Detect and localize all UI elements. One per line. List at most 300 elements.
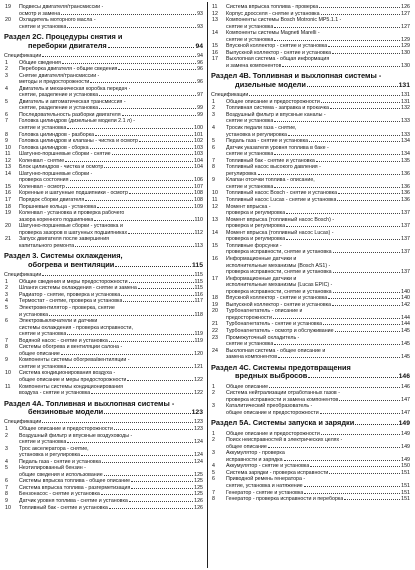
entry-title: исполнительные механизмы (Lucas EPIC) - bbox=[226, 282, 333, 289]
dot-leader bbox=[95, 135, 193, 136]
entry-title: Топливный насос высокого давления - bbox=[226, 164, 321, 171]
entry-title: Головка цилиндров - сборка bbox=[19, 144, 89, 151]
entry-page-number: 109 bbox=[194, 203, 203, 210]
toc-entry-continuation bbox=[4, 243, 204, 250]
entry-title: Поршневые кольца - установка bbox=[19, 203, 97, 210]
section-subtitle: вредных выбросов bbox=[235, 372, 308, 381]
dot-leader bbox=[42, 56, 196, 57]
entry-title: Коленвал - осмотр bbox=[19, 183, 65, 190]
entry-title: Трос акселератора - снятие, bbox=[19, 445, 89, 452]
entry-title: Информационные датчики и bbox=[226, 255, 297, 262]
dot-leader bbox=[42, 422, 193, 423]
entry-page-number: 131 bbox=[401, 98, 410, 105]
entry-title: Головка цилиндров - разборка bbox=[19, 131, 95, 138]
section-page-number: 131 bbox=[398, 81, 410, 89]
entry-page-number: 122 bbox=[194, 376, 203, 383]
entry-number: 21 bbox=[212, 321, 218, 328]
toc-entry-continuation bbox=[211, 354, 411, 361]
entry-page-number: 137 bbox=[401, 223, 410, 230]
dot-leader bbox=[337, 200, 400, 201]
entry-page-number: 146 bbox=[401, 383, 410, 390]
entry-page-number: 151 bbox=[401, 469, 410, 476]
entry-number: 7 bbox=[5, 337, 8, 344]
entry-number: 1 bbox=[212, 430, 215, 437]
dot-leader bbox=[81, 455, 193, 456]
entry-title: Аккумулятор - снятие и установка bbox=[226, 463, 310, 470]
section-subtitle: переборки двигателя bbox=[28, 41, 107, 50]
section-title: Раздел 4С. Системы предотвращения bbox=[211, 363, 351, 372]
entry-title: Компоненты системы Magneti Marelli - bbox=[226, 30, 320, 37]
entry-title: исправности и зарядка bbox=[226, 456, 283, 463]
entry-title: Шатунно-поршневые сборки - снятие bbox=[19, 151, 111, 158]
dot-leader bbox=[99, 108, 196, 109]
entry-title: снятие, разделение и установка bbox=[19, 105, 99, 112]
entry-number: 19 bbox=[5, 4, 11, 10]
dot-leader bbox=[333, 292, 401, 293]
entry-number: 19 bbox=[212, 301, 218, 308]
entry-title: Выхлопная система - общее описание и bbox=[226, 347, 326, 354]
section-page-number: 94 bbox=[195, 42, 203, 50]
entry-number: 21 bbox=[5, 236, 11, 243]
dot-leader bbox=[268, 447, 400, 448]
dot-leader bbox=[304, 486, 401, 487]
dot-leader bbox=[97, 207, 193, 208]
entry-title: Педаль газа - снятие и установка bbox=[19, 458, 102, 465]
dot-leader bbox=[330, 108, 400, 109]
toc-column-right bbox=[211, 4, 411, 503]
dot-leader bbox=[333, 272, 401, 273]
entry-page-number: 135 bbox=[401, 157, 410, 164]
entry-title: снятие и установка bbox=[19, 125, 67, 132]
entry-number: 2 bbox=[212, 390, 215, 397]
entry-page-number: 147 bbox=[401, 409, 410, 416]
entry-number: 9 bbox=[5, 138, 8, 145]
section-heading-line bbox=[4, 33, 204, 41]
entry-number: 16 bbox=[212, 49, 218, 56]
dot-leader bbox=[309, 141, 400, 142]
entry-title: Электровентилятор - проверка, снятие bbox=[19, 304, 115, 311]
entry-title: общее описание и меры предосторожности bbox=[19, 376, 127, 383]
dot-leader bbox=[286, 239, 400, 240]
entry-title: Каталитический преобразователь - bbox=[226, 403, 313, 410]
entry-page-number: 149 bbox=[401, 430, 410, 437]
entry-page-number: 125 bbox=[194, 484, 203, 491]
dot-leader bbox=[286, 226, 400, 227]
entry-page-number: 137 bbox=[401, 236, 410, 243]
entry-number: 1 bbox=[212, 98, 215, 105]
dot-leader bbox=[67, 442, 193, 443]
dot-leader bbox=[323, 324, 400, 325]
entry-title: осмотр и замена bbox=[19, 10, 61, 17]
entry-number: 3 bbox=[212, 111, 215, 118]
dot-leader bbox=[319, 7, 400, 8]
entry-title: Охладитель моторного масла - bbox=[19, 17, 96, 24]
entry-page-number: 108 bbox=[194, 190, 203, 197]
entry-title: снятие, разделение и установка bbox=[19, 92, 99, 99]
entry-number: 18 bbox=[5, 203, 11, 210]
section-heading-line bbox=[211, 72, 411, 80]
entry-number: 6 bbox=[5, 478, 8, 485]
entry-page-number: 151 bbox=[401, 489, 410, 496]
entry-title: Система впрыска топлива - проверка bbox=[226, 4, 319, 10]
toc-column-left bbox=[4, 4, 204, 511]
entry-page-number: 120 bbox=[194, 350, 203, 357]
entry-number: 8 bbox=[212, 164, 215, 171]
entry-title: Бензонасос - снятие и установка bbox=[19, 491, 100, 498]
entry-title: Системы обогрева и вентиляции салона - bbox=[19, 344, 123, 351]
toc-entry-continuation bbox=[211, 410, 411, 417]
dot-leader bbox=[67, 334, 193, 335]
dot-leader bbox=[122, 115, 197, 116]
entry-page-number: 127 bbox=[401, 10, 410, 17]
entry-title: проверка зазоров в шатунных подшипниках bbox=[19, 229, 128, 236]
section-heading bbox=[4, 252, 204, 270]
section-subtitle: бензиновые модели bbox=[28, 408, 104, 417]
entry-page-number: 124 bbox=[194, 458, 203, 465]
toc-entry-continuation bbox=[211, 63, 411, 70]
entry-page-number: 121 bbox=[194, 363, 203, 370]
entry-title: Последовательность разборки двигателя bbox=[19, 111, 121, 118]
entry-page-number: 115 bbox=[194, 285, 203, 292]
entry-title: снятие и установка bbox=[226, 23, 274, 30]
entry-page-number: 103 bbox=[194, 151, 203, 158]
section-subtitle: обогрева и вентиляции bbox=[28, 260, 115, 269]
section-heading-line bbox=[211, 364, 411, 372]
dot-leader bbox=[90, 82, 196, 83]
entry-title: Компоненты системы кондиционирования bbox=[19, 383, 123, 390]
entry-number: 1 bbox=[5, 278, 8, 285]
entry-page-number: 118 bbox=[194, 311, 203, 318]
entry-page-number: 137 bbox=[401, 210, 410, 217]
entry-number: 5 bbox=[212, 138, 215, 145]
entry-page-number: 144 bbox=[401, 314, 410, 321]
dot-leader bbox=[273, 318, 400, 319]
dot-leader bbox=[274, 121, 400, 122]
entry-title: Генератор - проверка исправности и переборка bbox=[226, 496, 344, 503]
entry-number: 8 bbox=[212, 496, 215, 503]
entry-title: Общее описание и предосторожности bbox=[226, 430, 320, 437]
entry-page-number: 150 bbox=[401, 463, 410, 470]
dot-leader bbox=[75, 246, 193, 247]
entry-number: 2 bbox=[5, 285, 8, 292]
dot-leader bbox=[274, 40, 400, 41]
entry-title: проверка исправности, снятие и установка bbox=[226, 288, 332, 295]
entry-number: 3 bbox=[5, 72, 8, 79]
section-heading bbox=[4, 33, 204, 51]
entry-number: 10 bbox=[5, 370, 11, 377]
dot-leader bbox=[316, 161, 400, 162]
entry-number: 20 bbox=[5, 17, 11, 24]
entry-number: 5 bbox=[5, 465, 8, 472]
section-heading-line bbox=[4, 400, 204, 408]
dot-leader bbox=[91, 393, 193, 394]
entry-page-number: 125 bbox=[194, 478, 203, 485]
entry-page-number: 130 bbox=[401, 62, 410, 69]
entry-page-number: 136 bbox=[401, 170, 410, 177]
entry-number: 2 bbox=[5, 66, 8, 73]
dot-leader bbox=[131, 481, 193, 482]
entry-page-number: 140 bbox=[401, 288, 410, 295]
entry-title: Коленвал - снятие bbox=[19, 157, 65, 164]
entry-title: исполнительные механизмы (Bosch AS1) - bbox=[226, 262, 331, 269]
entry-title: Впускной коллектор - снятие и установка bbox=[226, 295, 328, 302]
entry-title: Впускной коллектор - снятие и установка bbox=[226, 43, 328, 50]
entry-page-number: 140 bbox=[401, 295, 410, 302]
section-page-number: 115 bbox=[192, 261, 203, 269]
entry-title: снятие и установка bbox=[226, 118, 274, 125]
entry-page-number: 126 bbox=[194, 504, 203, 511]
entry-title: замена компонентов bbox=[226, 354, 278, 361]
entry-title: общее описание bbox=[19, 350, 60, 357]
entry-number: 14 bbox=[212, 30, 218, 37]
dot-leader bbox=[104, 475, 194, 476]
section-heading-line bbox=[4, 252, 204, 260]
section-heading-line bbox=[211, 372, 411, 381]
entry-page-number: 123 bbox=[194, 419, 203, 426]
entry-title: Электровыключатели и датчики bbox=[19, 318, 98, 325]
section-page-number: 149 bbox=[398, 420, 410, 428]
entry-number: 6 bbox=[5, 111, 8, 118]
entry-title: Датчик уровня топлива - снятие и установка bbox=[19, 497, 128, 504]
entry-title: Топливная система - заправка и прокачка bbox=[226, 105, 329, 112]
entry-page-number: 117 bbox=[194, 298, 203, 305]
entry-page-number: 137 bbox=[401, 269, 410, 276]
entry-number: 10 bbox=[5, 144, 11, 151]
dot-leader bbox=[333, 252, 401, 253]
entry-page-number: 96 bbox=[197, 59, 203, 66]
entry-number: 18 bbox=[212, 295, 218, 302]
entry-number: 13 bbox=[212, 17, 218, 24]
entry-page-number: 104 bbox=[194, 164, 203, 171]
entry-page-number: 151 bbox=[401, 496, 410, 503]
entry-title: Системы впрыска топлива - общее описание bbox=[19, 478, 131, 485]
entry-title: Воздушный фильтр и впускные воздуховоды - bbox=[19, 432, 133, 439]
dot-leader bbox=[129, 193, 193, 194]
entry-number: 9 bbox=[212, 177, 215, 184]
section-page-number: 146 bbox=[398, 373, 410, 381]
entry-number: 15 bbox=[212, 43, 218, 50]
entry-number: 19 bbox=[5, 210, 11, 217]
entry-number: 4 bbox=[212, 125, 215, 132]
entry-title: снятие и установка bbox=[19, 439, 67, 446]
entry-title: Головка цилиндров (дизельные модели 2.1 л) - bbox=[19, 118, 136, 125]
entry-page-number: 106 bbox=[194, 177, 203, 184]
dot-leader bbox=[118, 69, 196, 70]
entry-number: 14 bbox=[212, 229, 218, 236]
entry-number: 12 bbox=[212, 203, 218, 210]
entry-page-number: 99 bbox=[197, 111, 203, 118]
entry-title: проверка и регулировка bbox=[226, 236, 286, 243]
entry-page-number: 115 bbox=[194, 278, 203, 285]
entry-number: 9 bbox=[5, 357, 8, 364]
entry-number: 3 bbox=[5, 291, 8, 298]
entry-title: проверка и регулировка bbox=[226, 223, 286, 230]
entry-page-number: 124 bbox=[194, 452, 203, 459]
entry-number: 4 bbox=[5, 458, 8, 465]
entry-page-number: 119 bbox=[194, 331, 203, 338]
entry-title: Подвесы двигателя/трансмиссии - bbox=[19, 4, 104, 10]
dot-leader bbox=[274, 187, 400, 188]
section-title: Раздел 2С. Процедуры снятия и bbox=[4, 33, 123, 42]
entry-number: 14 bbox=[5, 170, 11, 177]
dot-leader bbox=[332, 53, 400, 54]
dot-leader bbox=[109, 508, 193, 509]
entry-title: снятие и установка bbox=[226, 183, 274, 190]
entry-title: Неэтилированный бензин - bbox=[19, 465, 86, 472]
dot-leader bbox=[304, 493, 400, 494]
entry-number: 7 bbox=[5, 118, 8, 125]
entry-title: Система кондиционирования воздуха - bbox=[19, 370, 116, 377]
entry-page-number: 96 bbox=[197, 66, 203, 73]
entry-title: Генератор - снятие и установка bbox=[226, 489, 304, 496]
dot-leader bbox=[284, 460, 401, 461]
entry-title: Двигатель и автоматическая трансмиссия - bbox=[19, 98, 126, 105]
dot-leader bbox=[269, 387, 400, 388]
entry-title: Коренные и шатунные подшипники - осмотр bbox=[19, 190, 128, 197]
entry-number: 3 bbox=[212, 403, 215, 410]
entry-page-number: 136 bbox=[401, 190, 410, 197]
entry-title: Головка цилиндров и клапаны - чистка и осмотр bbox=[19, 138, 138, 145]
section-heading bbox=[211, 72, 411, 90]
dot-leader bbox=[307, 86, 398, 87]
dot-leader bbox=[328, 298, 400, 299]
dot-leader bbox=[121, 295, 193, 296]
entry-title: Турбонагнетатель - снятие и установка bbox=[226, 321, 323, 328]
entry-title: методы и предосторожности bbox=[19, 79, 90, 86]
dot-leader bbox=[102, 462, 193, 463]
entry-title: общее описание bbox=[226, 443, 267, 450]
entry-number: 6 bbox=[5, 318, 8, 325]
entry-number: 5 bbox=[5, 304, 8, 311]
section-heading-line bbox=[4, 408, 204, 417]
entry-number: 13 bbox=[212, 216, 218, 223]
entry-title: капитального ремонта bbox=[19, 242, 75, 249]
section-heading-line bbox=[211, 81, 411, 90]
section-heading bbox=[211, 419, 411, 428]
entry-page-number: 115 bbox=[194, 272, 203, 279]
entry-page-number: 130 bbox=[401, 49, 410, 56]
entry-number: 2 bbox=[212, 105, 215, 112]
entry-number: 20 bbox=[5, 223, 11, 230]
dot-leader bbox=[99, 95, 196, 96]
entry-title: Система нейтрализации отработанных газов - bbox=[226, 390, 340, 397]
dot-leader bbox=[112, 154, 194, 155]
entry-number: 6 bbox=[212, 476, 215, 483]
entry-page-number: 99 bbox=[197, 105, 203, 112]
dot-leader bbox=[109, 341, 194, 342]
entry-number: 17 bbox=[5, 197, 11, 204]
entry-number: 15 bbox=[5, 183, 11, 190]
dot-leader bbox=[355, 424, 397, 425]
entry-title: проверка исправности, снятие и установка bbox=[226, 249, 332, 256]
entry-title: Радиатор - снятие, проверка и установка bbox=[19, 291, 121, 298]
entry-title: общие сведения и использование bbox=[19, 471, 103, 478]
entry-page-number: 129 bbox=[401, 36, 410, 43]
entry-title: Спецификации bbox=[211, 92, 249, 99]
entry-title: Блок цилиндров - чистка и осмотр bbox=[19, 164, 104, 171]
entry-page-number: 125 bbox=[194, 471, 203, 478]
entry-title: и замена компонентов bbox=[226, 62, 282, 69]
dot-leader bbox=[104, 413, 190, 414]
entry-page-number: 107 bbox=[194, 183, 203, 190]
entry-page-number: 93 bbox=[197, 10, 203, 17]
toc-entry bbox=[211, 496, 411, 503]
entry-title: Топливный бак - снятие и установка bbox=[19, 504, 108, 511]
dot-leader bbox=[139, 141, 193, 142]
dot-leader bbox=[286, 213, 400, 214]
dot-leader bbox=[288, 135, 400, 136]
entry-title: Компоненты системы Bosch Motronic MP5.1.1 - bbox=[226, 17, 342, 24]
entry-page-number: 116 bbox=[194, 291, 203, 298]
entry-title: Водяной насос - снятие и установка bbox=[19, 337, 108, 344]
dot-leader bbox=[338, 193, 400, 194]
toc-entry-continuation bbox=[4, 24, 204, 31]
entry-title: проверка состояния bbox=[19, 177, 69, 184]
entry-title: снятие и установка bbox=[226, 341, 274, 348]
entry-page-number: 134 bbox=[401, 138, 410, 145]
entry-title: проверка исправности, снятие и установка bbox=[226, 269, 332, 276]
entry-number: 2 bbox=[5, 432, 8, 439]
dot-leader bbox=[61, 354, 193, 355]
dot-leader bbox=[104, 167, 193, 168]
entry-page-number: 151 bbox=[401, 483, 410, 490]
dot-leader bbox=[274, 344, 400, 345]
entry-number: 13 bbox=[5, 164, 11, 171]
section-heading-line bbox=[211, 419, 411, 428]
entry-title: Промежуточный охладитель - bbox=[226, 334, 300, 341]
entry-page-number: 125 bbox=[194, 491, 203, 498]
entry-page-number: 129 bbox=[401, 43, 410, 50]
dot-leader bbox=[67, 128, 193, 129]
entry-page-number: 110 bbox=[194, 216, 203, 223]
section-title: Раздел 5А. Системы запуска и зарядки bbox=[211, 419, 355, 428]
entry-page-number: 122 bbox=[194, 390, 203, 397]
entry-page-number: 132 bbox=[401, 105, 410, 112]
dot-leader bbox=[123, 301, 193, 302]
dot-leader bbox=[344, 499, 400, 500]
entry-number: 24 bbox=[212, 347, 218, 354]
entry-number: 20 bbox=[212, 308, 218, 315]
entry-title: Общие сведения и меры предосторожности bbox=[19, 278, 128, 285]
entry-title: Шатунно-поршневые сборки - bbox=[19, 170, 93, 177]
entry-page-number: 123 bbox=[194, 425, 203, 432]
entry-number: 16 bbox=[212, 255, 218, 262]
entry-number: 5 bbox=[5, 98, 8, 105]
entry-title: проверка исправности и замена компонентов bbox=[226, 396, 339, 403]
entry-number: 4 bbox=[5, 298, 8, 305]
entry-title: Воздушный фильтр и впускные каналы - bbox=[226, 111, 326, 118]
dot-leader bbox=[114, 429, 193, 430]
dot-leader bbox=[129, 501, 193, 502]
entry-title: Коленвал - установка и проверка рабочего bbox=[19, 210, 125, 217]
entry-page-number: 133 bbox=[401, 131, 410, 138]
dot-leader bbox=[249, 95, 400, 96]
section-heading bbox=[4, 400, 204, 418]
entry-number: 12 bbox=[212, 10, 218, 17]
entry-title: Турбонагнетатель - осмотр и обслуживание bbox=[226, 327, 334, 334]
entry-title: Педаль газа - снятие и установка bbox=[226, 138, 309, 145]
entry-number: 7 bbox=[212, 489, 215, 496]
entry-title: снятие и установка bbox=[19, 363, 67, 370]
entry-title: Момент впрыска (топливный насос Bosch) - bbox=[226, 216, 335, 223]
entry-title: Спецификации bbox=[4, 272, 42, 279]
entry-title: Аккумулятор - проверка bbox=[226, 450, 285, 457]
entry-number: 8 bbox=[5, 491, 8, 498]
entry-page-number: 126 bbox=[194, 497, 203, 504]
entry-page-number: 104 bbox=[194, 157, 203, 164]
section-heading bbox=[211, 364, 411, 382]
entry-title: проверка и регулировка bbox=[226, 210, 286, 217]
